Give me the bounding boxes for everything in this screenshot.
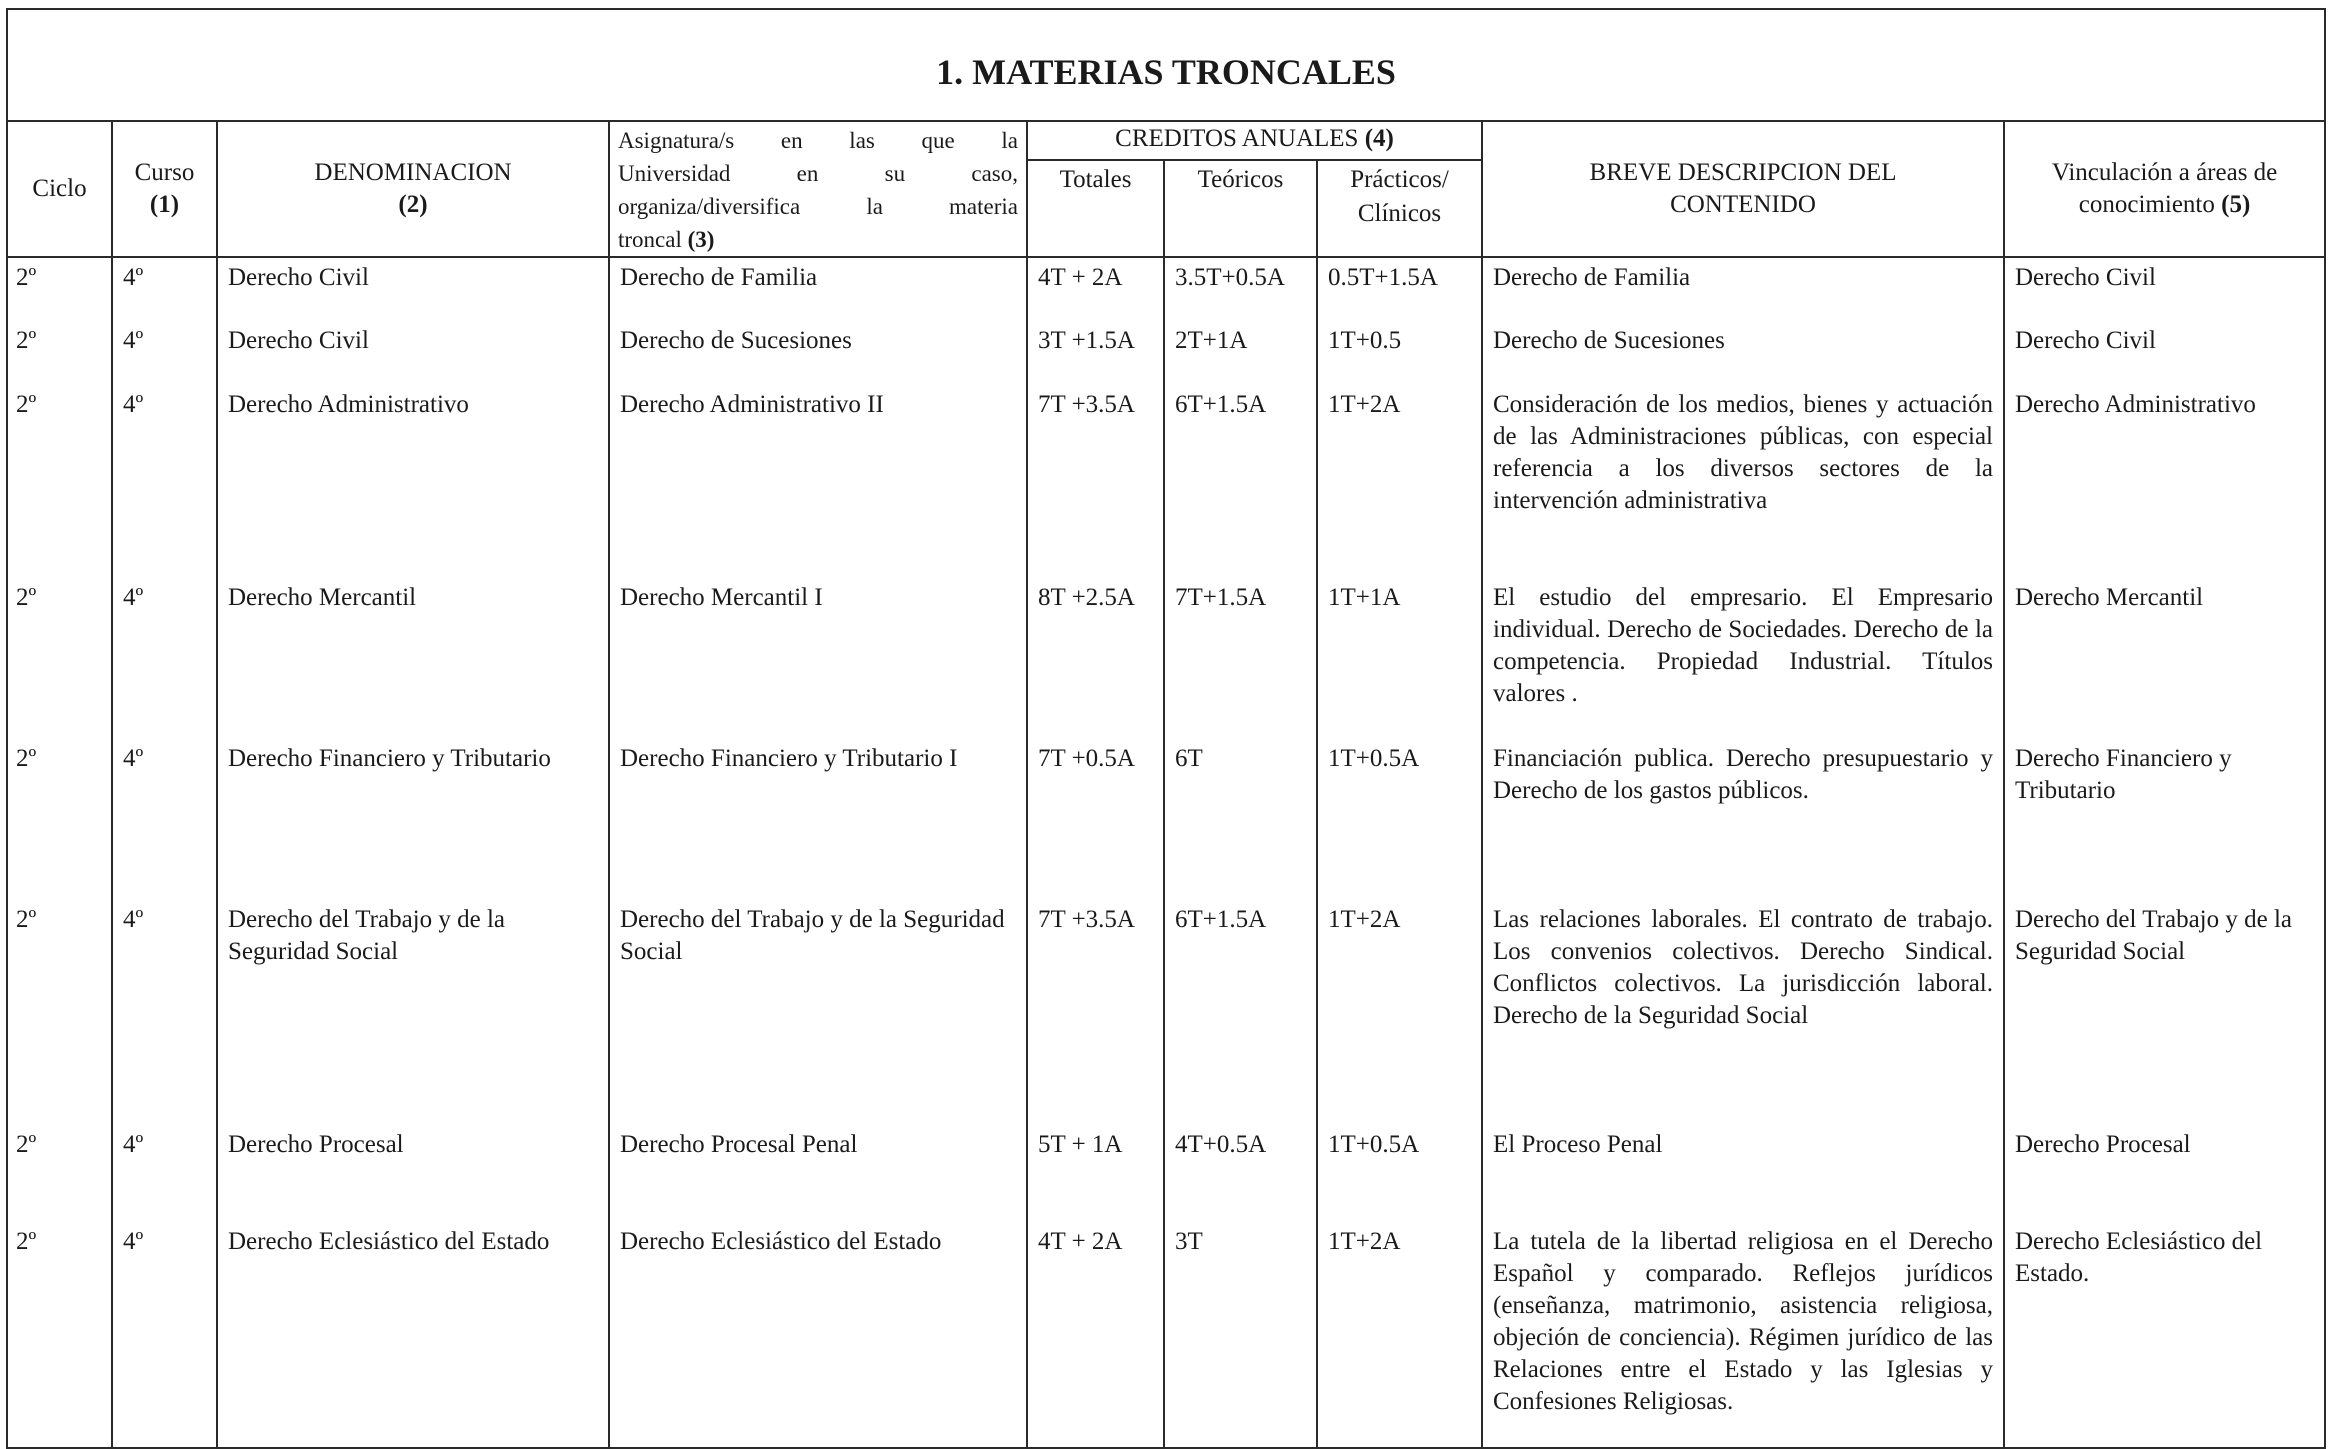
header-curso [112, 121, 217, 257]
cell-vinculacion: Derecho Financiero y Tributario [2004, 739, 2325, 900]
cell-asignatura: Derecho de Familia [609, 257, 1027, 321]
cell-ciclo: 2º [7, 900, 112, 1125]
cell-curso: 4º [112, 900, 217, 1125]
cell-asignatura: Derecho Mercantil I [609, 578, 1027, 739]
cell-vinculacion: Derecho Civil [2004, 257, 2325, 321]
cell-vinculacion: Derecho del Trabajo y de la Seguridad Social [2004, 900, 2325, 1125]
cell-ciclo: 2º [7, 321, 112, 385]
header-teoricos: Teóricos [1164, 160, 1317, 257]
cell-practicos: 1T+1A [1317, 578, 1482, 739]
cell-ciclo: 2º [7, 739, 112, 900]
header-denominacion-note: (2) [398, 191, 428, 218]
cell-totales: 7T +3.5A [1027, 900, 1164, 1125]
cell-practicos: 0.5T+1.5A [1317, 257, 1482, 321]
header-descripcion [1482, 121, 2004, 257]
header-practicos [1317, 160, 1482, 257]
cell-teoricos: 6T+1.5A [1164, 900, 1317, 1125]
cell-denominacion: Derecho Administrativo [217, 385, 609, 578]
header-descripcion-line2: CONTENIDO [1670, 191, 1816, 218]
header-vinculacion-line2: conocimiento [2078, 191, 2215, 218]
header-asignatura-line2: Universidad en su caso, [618, 161, 1018, 186]
materias-troncales-table [6, 8, 2326, 1449]
cell-teoricos: 7T+1.5A [1164, 578, 1317, 739]
cell-totales: 4T + 2A [1027, 1222, 1164, 1448]
header-descripcion-line1: BREVE DESCRIPCION DEL [1589, 159, 1897, 186]
cell-denominacion: Derecho Civil [217, 257, 609, 321]
cell-curso: 4º [112, 1125, 217, 1222]
header-practicos-line2: Clínicos [1357, 199, 1442, 227]
header-asignatura-line4: troncal [618, 227, 682, 252]
cell-vinculacion: Derecho Administrativo [2004, 385, 2325, 578]
cell-totales: 7T +3.5A [1027, 385, 1164, 578]
cell-practicos: 1T+0.5A [1317, 1125, 1482, 1222]
cell-curso: 4º [112, 739, 217, 900]
cell-descripcion: Derecho de Sucesiones [1482, 321, 2004, 385]
cell-totales: 7T +0.5A [1027, 739, 1164, 900]
table-row [7, 739, 2325, 900]
table-row [7, 257, 2325, 321]
header-vinculacion-note: (5) [2221, 191, 2251, 218]
header-vinculacion-line1: Vinculación a áreas de [2051, 159, 2278, 186]
cell-vinculacion: Derecho Civil [2004, 321, 2325, 385]
header-creditos-note: (4) [1364, 125, 1394, 152]
table-row [7, 1222, 2325, 1448]
cell-curso: 4º [112, 385, 217, 578]
header-vinculacion [2004, 121, 2325, 257]
cell-teoricos: 3.5T+0.5A [1164, 257, 1317, 321]
table-row [7, 900, 2325, 1125]
cell-asignatura: Derecho Eclesiástico del Estado [609, 1222, 1027, 1448]
cell-denominacion: Derecho Mercantil [217, 578, 609, 739]
cell-practicos: 1T+2A [1317, 900, 1482, 1125]
cell-asignatura: Derecho de Sucesiones [609, 321, 1027, 385]
cell-denominacion: Derecho Financiero y Tributario [217, 739, 609, 900]
header-ciclo-label: Ciclo [32, 175, 87, 202]
cell-practicos: 1T+0.5 [1317, 321, 1482, 385]
header-ciclo [7, 121, 112, 257]
cell-curso: 4º [112, 1222, 217, 1448]
cell-asignatura: Derecho Administrativo II [609, 385, 1027, 578]
cell-asignatura: Derecho Procesal Penal [609, 1125, 1027, 1222]
cell-descripcion: Las relaciones laborales. El contrato de trabajo. Los convenios colectivos. Derecho Sindical. Conflictos colectivos. La jurisdicción laboral. Derecho de la Seguridad Social [1482, 900, 2004, 1125]
cell-asignatura: Derecho del Trabajo y de la Seguridad Social [609, 900, 1027, 1125]
table-row [7, 321, 2325, 385]
table-row [7, 1125, 2325, 1222]
cell-curso: 4º [112, 321, 217, 385]
page-title: 1. MATERIAS TRONCALES [7, 9, 2325, 121]
header-asignatura-line3: organiza/diversifica la materia [618, 194, 1018, 219]
header-curso-label: Curso [134, 159, 195, 186]
cell-ciclo: 2º [7, 578, 112, 739]
cell-teoricos: 4T+0.5A [1164, 1125, 1317, 1222]
cell-curso: 4º [112, 257, 217, 321]
header-totales: Totales [1027, 160, 1164, 257]
table-row [7, 578, 2325, 739]
cell-totales: 3T +1.5A [1027, 321, 1164, 385]
cell-ciclo: 2º [7, 257, 112, 321]
cell-descripcion: La tutela de la libertad religiosa en el Derecho Español y comparado. Reflejos jurídicos (enseñanza, matrimonio, asistencia religiosa, objeción de conciencia). Régimen jurídico de las Relaciones entre el Estado y las Iglesias y Confesiones Religiosas. [1482, 1222, 2004, 1448]
header-creditos-label: CREDITOS ANUALES [1115, 125, 1359, 152]
table-row [7, 385, 2325, 578]
cell-asignatura: Derecho Financiero y Tributario I [609, 739, 1027, 900]
cell-descripcion: Derecho de Familia [1482, 257, 2004, 321]
cell-practicos: 1T+0.5A [1317, 739, 1482, 900]
cell-descripcion: El Proceso Penal [1482, 1125, 2004, 1222]
cell-teoricos: 6T+1.5A [1164, 385, 1317, 578]
cell-denominacion: Derecho Eclesiástico del Estado [217, 1222, 609, 1448]
cell-denominacion: Derecho Procesal [217, 1125, 609, 1222]
cell-practicos: 1T+2A [1317, 1222, 1482, 1448]
cell-descripcion: Financiación publica. Derecho presupuestario y Derecho de los gastos públicos. [1482, 739, 2004, 900]
cell-descripcion: Consideración de los medios, bienes y actuación de las Administraciones públicas, con especial referencia a los diversos sectores de la intervención administrativa [1482, 385, 2004, 578]
header-creditos [1027, 121, 1482, 160]
header-practicos-line1: Prácticos/ [1350, 165, 1449, 193]
document-page [6, 8, 2324, 1433]
header-asignatura-note: (3) [687, 227, 715, 252]
cell-totales: 5T + 1A [1027, 1125, 1164, 1222]
cell-totales: 8T +2.5A [1027, 578, 1164, 739]
cell-ciclo: 2º [7, 385, 112, 578]
header-asignatura [609, 121, 1027, 257]
cell-teoricos: 2T+1A [1164, 321, 1317, 385]
header-asignatura-line1: Asignatura/s en las que la [618, 128, 1018, 153]
cell-vinculacion: Derecho Mercantil [2004, 578, 2325, 739]
cell-curso: 4º [112, 578, 217, 739]
cell-descripcion: El estudio del empresario. El Empresario individual. Derecho de Sociedades. Derecho de la competencia. Propiedad Industrial. Títulos valores . [1482, 578, 2004, 739]
cell-denominacion: Derecho del Trabajo y de la Seguridad Social [217, 900, 609, 1125]
cell-denominacion: Derecho Civil [217, 321, 609, 385]
cell-teoricos: 6T [1164, 739, 1317, 900]
cell-ciclo: 2º [7, 1125, 112, 1222]
cell-ciclo: 2º [7, 1222, 112, 1448]
header-denominacion [217, 121, 609, 257]
cell-teoricos: 3T [1164, 1222, 1317, 1448]
cell-vinculacion: Derecho Procesal [2004, 1125, 2325, 1222]
header-curso-note: (1) [149, 191, 180, 218]
header-denominacion-label: DENOMINACION [314, 159, 512, 186]
cell-totales: 4T + 2A [1027, 257, 1164, 321]
cell-practicos: 1T+2A [1317, 385, 1482, 578]
cell-vinculacion: Derecho Eclesiástico del Estado. [2004, 1222, 2325, 1448]
